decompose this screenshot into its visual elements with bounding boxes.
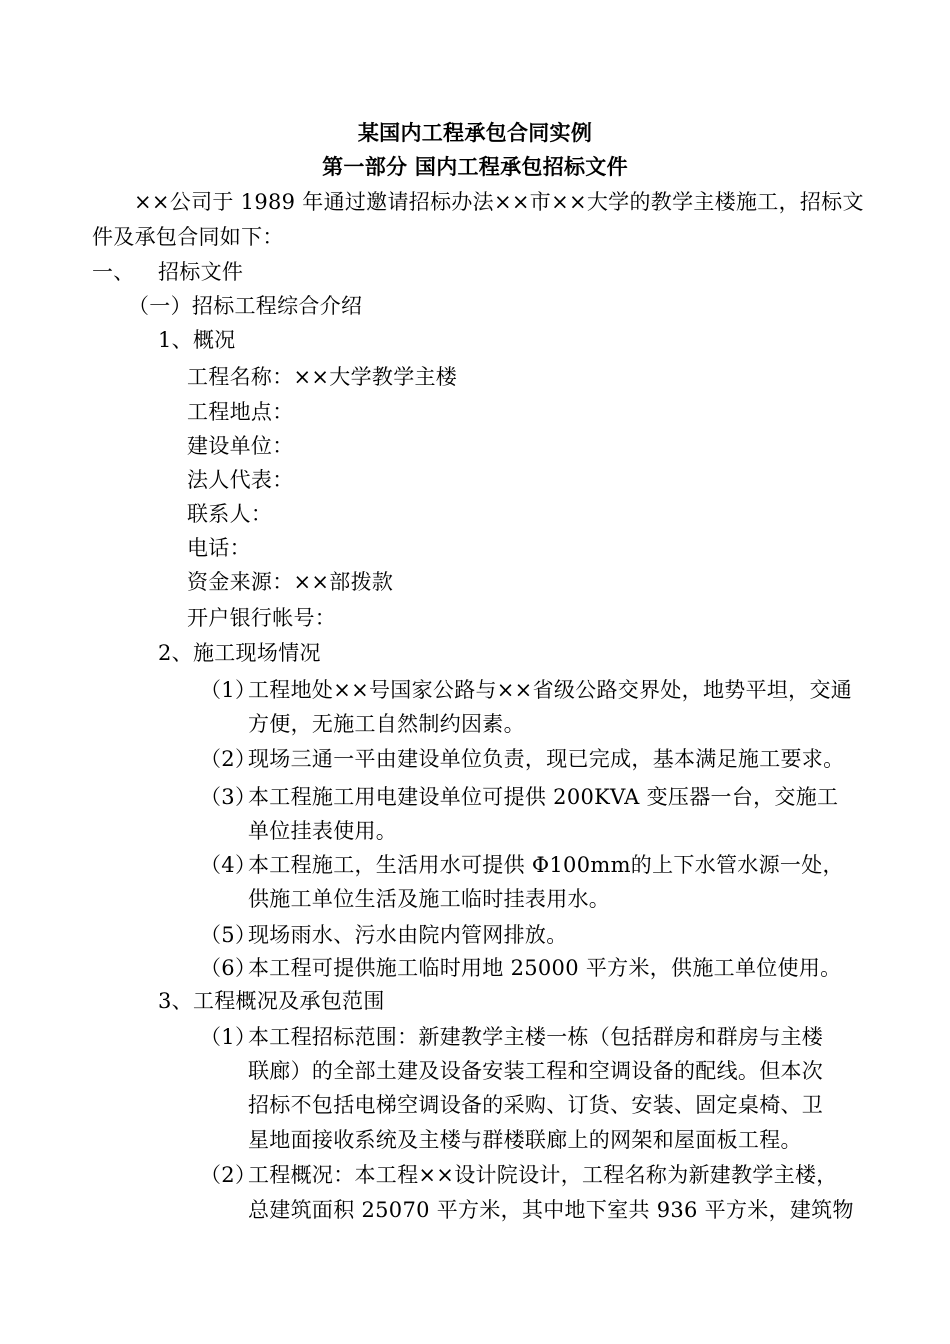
list-item-number: （5） (200, 923, 257, 947)
list-item-number: （6） (200, 956, 257, 980)
overview-line: 联系人： (187, 502, 273, 526)
subsection-heading: （一）招标工程综合介绍 (128, 294, 363, 318)
item-heading-site: 2、施工现场情况 (158, 641, 321, 665)
document-subtitle: 第一部分 国内工程承包招标文件 (322, 154, 628, 179)
list-item-text: 本工程招标范围：新建教学主楼一栋（包括群房和群房与主楼 (248, 1025, 824, 1049)
list-item-text: 单位挂表使用。 (248, 819, 398, 843)
list-item-number: （2） (200, 1163, 257, 1187)
list-item-text: 工程地处××号国家公路与××省级公路交界处，地势平坦，交通 (248, 678, 853, 702)
list-item-text: 本工程施工，生活用水可提供 Φ100mm的上下水管水源一处， (248, 853, 844, 877)
list-item-text: 现场雨水、污水由院内管网排放。 (248, 923, 568, 947)
overview-line: 法人代表： (187, 468, 294, 492)
intro-paragraph-line-2: 件及承包合同如下： (92, 225, 284, 249)
list-item-number: （1） (200, 1025, 257, 1049)
list-item-number: （2） (200, 747, 257, 771)
list-item-text: 本工程施工用电建设单位可提供 200KVA 变压器一台，交施工 (248, 785, 839, 809)
list-item-number: （1） (200, 678, 257, 702)
overview-line: 资金来源：××部拨款 (187, 570, 394, 594)
list-item-text: 工程概况：本工程××设计院设计，工程名称为新建教学主楼， (248, 1163, 838, 1187)
list-item-text: 供施工单位生活及施工临时挂表用水。 (248, 887, 611, 911)
list-item-text: 本工程可提供施工临时用地 25000 平方米，供施工单位使用。 (248, 956, 842, 980)
list-item-number: （4） (200, 853, 257, 877)
overview-line: 工程名称：××大学教学主楼 (187, 365, 458, 389)
list-item-text: 总建筑面积 25070 平方米，其中地下室共 936 平方米，建筑物 (248, 1198, 854, 1222)
overview-line: 电话： (187, 536, 251, 560)
list-item-number: （3） (200, 785, 257, 809)
list-item-text: 现场三通一平由建设单位负责，现已完成，基本满足施工要求。 (248, 747, 845, 771)
list-item-text: 联廊）的全部土建及设备安装工程和空调设备的配线。但本次 (248, 1059, 824, 1083)
overview-line: 工程地点： (187, 400, 294, 424)
list-item-text: 星地面接收系统及主楼与群楼联廊上的网架和屋面板工程。 (248, 1128, 802, 1152)
intro-paragraph-line-1: ××公司于 1989 年通过邀请招标办法××市××大学的教学主楼施工，招标文 (134, 190, 864, 214)
section-title: 招标文件 (158, 260, 244, 284)
document-title: 某国内工程承包合同实例 (357, 120, 593, 145)
list-item-text: 招标不包括电梯空调设备的采购、订货、安装、固定桌椅、卫 (248, 1093, 824, 1117)
overview-line: 开户银行帐号： (187, 606, 337, 630)
item-heading-scope: 3、工程概况及承包范围 (158, 989, 385, 1013)
list-item-text: 方便，无施工自然制约因素。 (248, 712, 525, 736)
overview-line: 建设单位： (187, 434, 294, 458)
item-heading-overview: 1、概况 (158, 328, 236, 352)
section-number: 一、 (92, 260, 135, 284)
